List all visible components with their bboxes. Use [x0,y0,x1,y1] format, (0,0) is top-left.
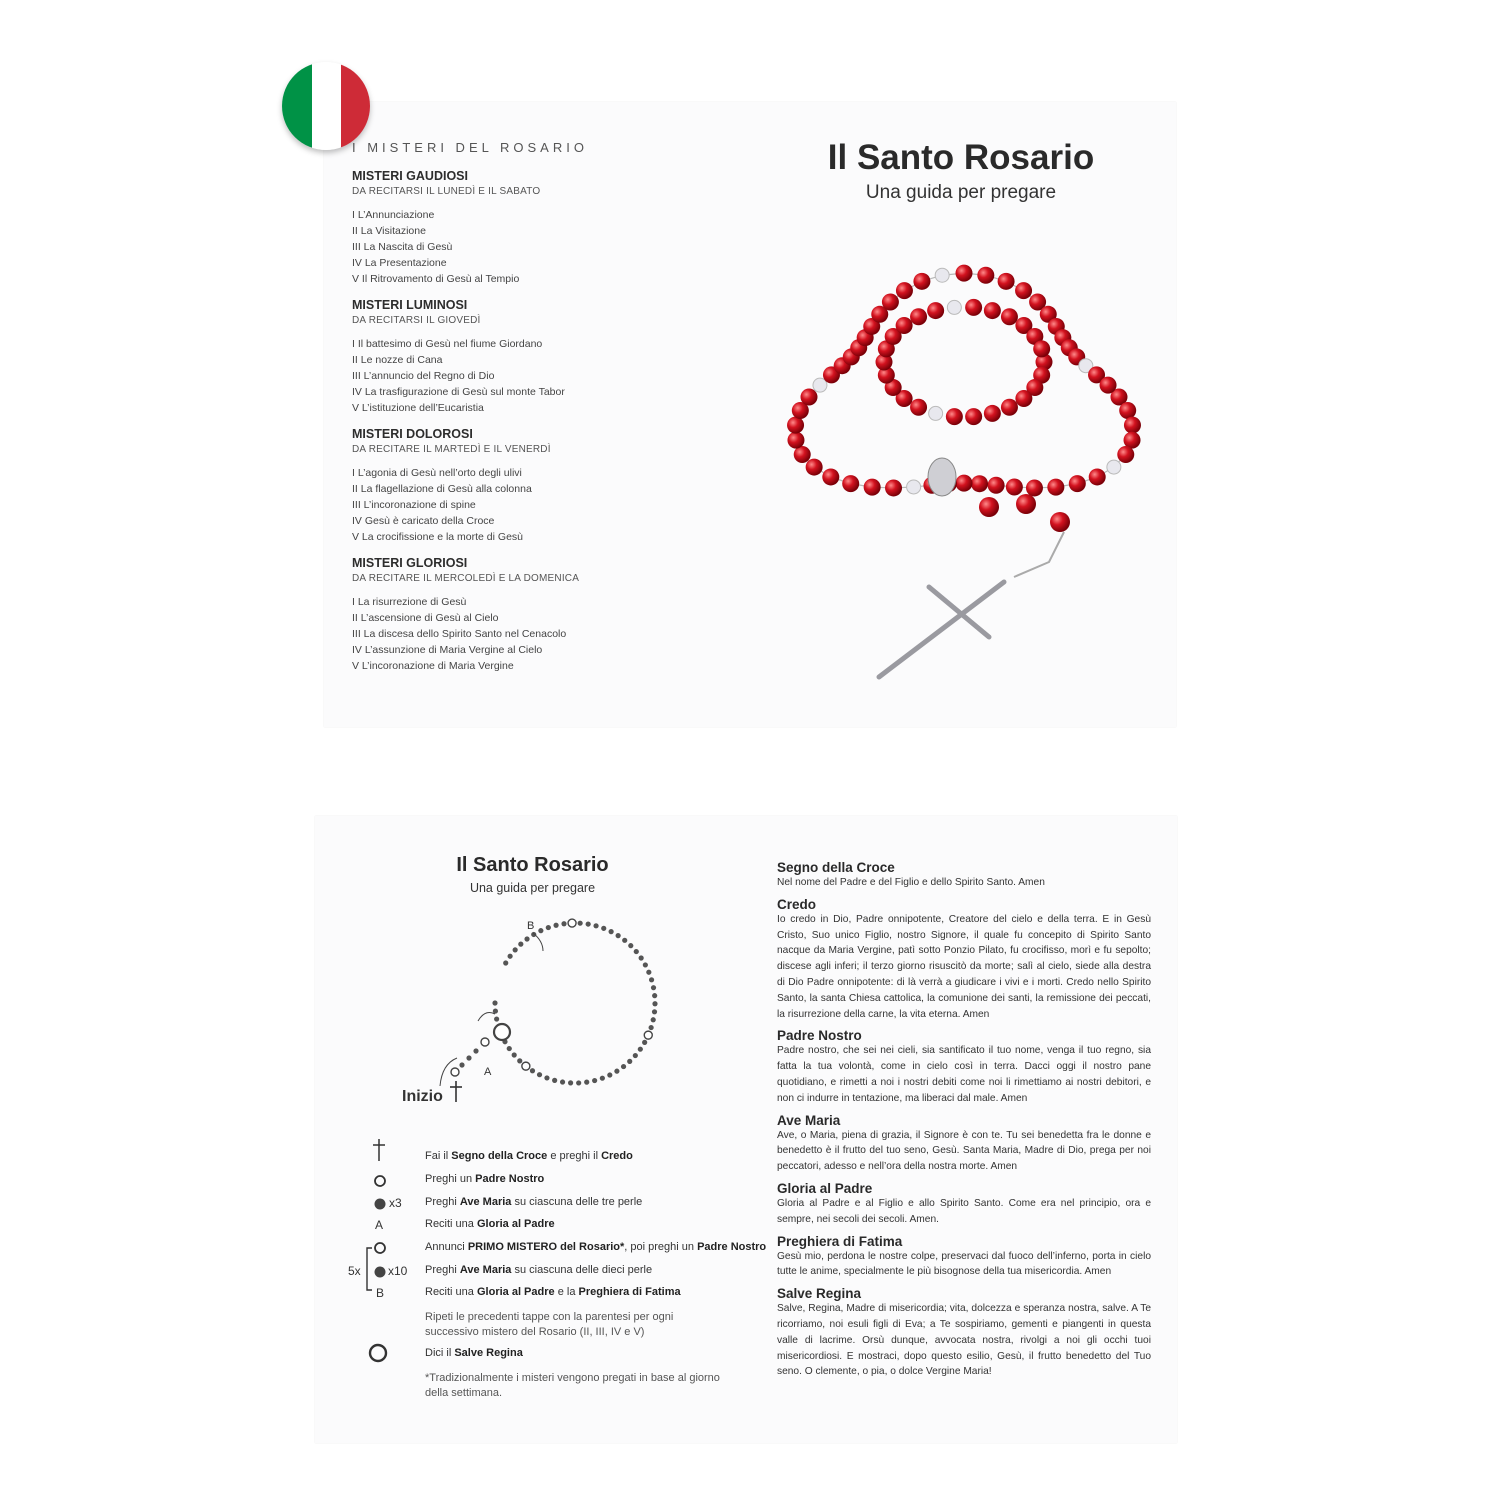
filled-bead [466,1055,471,1060]
filled-bead [639,955,644,960]
step-gloria-a: Reciti una Gloria al Padre [425,1218,555,1230]
filled-bead [651,985,656,990]
filled-bead [507,1046,512,1051]
red-bead [956,265,973,282]
filled-bead [494,1016,499,1021]
mystery-item: I Il battesimo di Gesù nel fiume Giordano [352,338,543,350]
step-gloria-fatima: Reciti una Gloria al Padre e la Preghiera di Fatima [425,1286,681,1298]
open-bead [451,1068,459,1076]
mystery-item: V Il Ritrovamento di Gesù al Tempio [352,273,520,285]
open-bead [522,1062,530,1070]
filled-bead [651,1017,656,1022]
guide-subtitle: Una guida per pregare [469,881,596,895]
red-bead [1026,479,1043,496]
rosary-chain [796,273,1133,488]
diagram-label-b: B [527,920,535,932]
mystery-item: I La risurrezione di Gesù [352,596,467,608]
filled-bead [649,1025,654,1030]
filled-bead [642,1040,647,1045]
step-sign-of-cross: Fai il Segno della Croce e preghi il Credo [425,1150,633,1162]
red-bead [1016,494,1036,514]
filled-bead [518,942,523,947]
booklet-cover-spread [324,102,1176,727]
red-bead [1033,340,1050,357]
red-bead [1001,308,1018,325]
mystery-item: II L’ascensione di Gesù al Cielo [352,612,499,624]
red-bead [965,299,982,316]
red-bead [896,317,913,334]
mystery-group-title: MISTERI GAUDIOSI [352,169,468,183]
mystery-group-days: DA RECITARE IL MERCOLEDÌ E LA DOMENICA [352,573,580,584]
filled-bead [576,1080,581,1085]
prayer-title: Credo [777,896,817,912]
filled-bead [614,1069,619,1074]
filled-bead [508,954,513,959]
repeat-note: Ripeti le precedenti tappe con la parentesi per ogni successivo mistero del Rosario (II, III, IV e V) [425,1311,674,1338]
medal-icon [928,458,956,496]
filled-bead [546,925,551,930]
center-medal-bead [494,1024,510,1040]
prayer-title: Segno della Croce [777,860,895,875]
mysteries-list [352,140,652,685]
open-bead [568,919,576,927]
mystery-item: II La Visitazione [352,225,426,237]
large-bead-icon [367,1342,389,1364]
mystery-item: V La crocifissione e la morte di Gesù [352,531,523,543]
mystery-group [352,169,652,287]
open-bead-icon [373,1174,387,1188]
filled-bead [530,1068,535,1073]
red-bead [896,282,913,299]
red-bead [1124,417,1141,434]
cover-title: Il Santo Rosario [827,138,1095,177]
cross-icon [371,1138,387,1162]
mystery-item: II Le nozze di Cana [352,354,443,366]
red-bead [1089,468,1106,485]
red-bead [1015,390,1032,407]
red-bead [1117,446,1134,463]
open-bead [644,1031,652,1039]
mystery-item: IV L’assunzione di Maria Vergine al Cielo [352,644,543,656]
red-bead [1050,512,1070,532]
red-bead [822,468,839,485]
filled-bead [553,923,558,928]
filled-bead [492,1000,497,1005]
mystery-item: I L’agonia di Gesù nell’orto degli ulivi [352,467,522,479]
filled-bead [584,1080,589,1085]
diagram-label-a: A [484,1066,492,1078]
mystery-group-days: DA RECITARSI IL LUNEDÌ E IL SABATO [352,186,541,197]
prayer-text: Io credo in Dio, Padre onnipotente, Creatore del cielo e della terra. E in Gesù Cristo, Suo unico Figlio, nostro Signore, il quale fu concepito di Spirito Santo nacque da Maria Vergine, patì sotto Ponzio Pilato, fu crocifisso, morì e fu sepolto; discese agli inferi; il terzo giorno risuscitò da morte; salì al cielo, siede alla destra di Dio Padre onnipotente: di là verrà a giudicare i vivi e i morti. Credo nello Spirito Santo, la santa Chiesa cattolica, la comunione dei santi, la remissione dei peccati, la risurrezione della carne, la vita eterna. Amen [777,913,1151,1020]
filled-bead [643,962,648,967]
bead-count: x10 [388,1264,408,1278]
filled-bead [593,923,598,928]
red-bead [787,432,804,449]
filled-bead [531,932,536,937]
red-bead [988,477,1005,494]
mystery-group-days: DA RECITARE IL MARTEDÌ E IL VENERDÌ [352,444,551,455]
footnote: *Tradizionalmente i misteri vengono pregati in base al giorno della settimana. [425,1372,720,1399]
filled-bead [560,1079,565,1084]
filled-bead [609,929,614,934]
filled-bead [633,1053,638,1058]
repeat-count: 5x [348,1264,361,1278]
filled-bead [638,1047,643,1052]
red-bead [910,308,927,325]
clear-bead [1107,460,1121,474]
red-bead [1100,377,1117,394]
clear-bead [935,268,949,282]
filled-bead [652,1009,657,1014]
rosary-diagram [385,911,685,1121]
mystery-group-title: MISTERI DOLOROSI [352,427,473,441]
mystery-item: IV Gesù è caricato della Croce [352,515,495,527]
red-bead [927,302,944,319]
step-salve-regina: Dici il Salve Regina [425,1347,523,1359]
cross-icon [450,1081,462,1102]
filled-bead [561,921,566,926]
mystery-item: V L’istituzione dell’Eucaristia [352,402,484,414]
prayer-text: Nel nome del Padre e del Figlio e dello Spirito Santo. Amen [777,877,1045,888]
filled-bead [600,1076,605,1081]
red-bead [971,475,988,492]
mystery-item: III L’annuncio del Regno di Dio [352,370,495,382]
filled-bead [628,943,633,948]
filled-bead [473,1048,478,1053]
prayers-column [777,854,1151,1380]
red-bead [956,475,973,492]
red-bead [1047,479,1064,496]
red-bead [984,405,1001,422]
clear-bead [929,406,943,420]
filled-bead [592,1078,597,1083]
clear-bead [907,480,921,494]
red-bead [885,479,902,496]
prayer-title: Salve Regina [777,1286,862,1302]
filled-bead [512,1052,517,1057]
red-bead [1015,282,1032,299]
filled-bead [627,1059,632,1064]
red-bead [910,399,927,416]
mystery-group-title: MISTERI GLORIOSI [352,556,468,570]
red-bead [998,273,1015,290]
red-bead [882,294,899,311]
prayer-text: Padre nostro, che sei nei cieli, sia santificato il tuo nome, venga il tuo regno, sia fatta la tua volontà, come in cielo così in terra. Dacci oggi il nostro pane quotidiano, e rimetti a noi i nostri debiti come noi li rimettiamo ai nostri debitori, e non ci indurre in tentazione, ma liberaci dal male. Amen [777,1045,1151,1104]
prayer-title: Preghiera di Fatima [777,1233,903,1249]
red-bead [913,273,930,290]
mystery-group [352,298,652,416]
filled-bead [503,960,508,965]
prayer-text: Ave, o Maria, piena di grazia, il Signore è con te. Tu sei benedetta fra le donne e benedetto è il frutto del tuo seno, Gesù. Santa Maria, Madre di Dio, prega per noi peccatori, adesso e nell’ora della nostra morte. Amen [777,1129,1151,1173]
filled-bead [607,1072,612,1077]
mystery-item: V L’incoronazione di Maria Vergine [352,660,514,672]
filled-bead [552,1078,557,1083]
prayer-text: Gesù mio, perdona le nostre colpe, preservaci dal fuoco dell’inferno, porta in cielo tutte le anime, specialmente le più bisognose della tua misericordia. Amen [777,1250,1151,1278]
marker-b: B [376,1286,385,1300]
crucifix-icon [879,582,1004,677]
pointer-line [478,1013,495,1021]
filled-bead [568,1080,573,1085]
mystery-item: III La discesa dello Spirito Santo nel Cenacolo [352,628,567,640]
filled-bead [649,977,654,982]
filled-bead [513,947,518,952]
filled-bead-icon [373,1265,387,1279]
red-bead [864,479,881,496]
step-three-ave-maria: Preghi Ave Maria su ciascuna delle tre perle [425,1196,643,1208]
step-padre-nostro: Preghi un Padre Nostro [425,1173,545,1185]
mystery-group [352,427,652,545]
cover-subtitle: Una guida per pregare [865,182,1057,203]
red-bead [842,475,859,492]
red-bead [946,408,963,425]
red-bead [1006,478,1023,495]
filled-bead [517,1058,522,1063]
bead-count: x3 [389,1196,402,1210]
filled-bead [634,949,639,954]
filled-bead [544,1075,549,1080]
filled-bead [459,1062,464,1067]
prayer-text: Salve, Regina, Madre di misericordia; vita, dolcezza e speranza nostra, salve. A Te ricorriamo, noi esuli figli di Eva; a Te sospiriamo, gementi e piangenti in questa valle di lacrime. Orsù dunque, avvocata nostra, rivolgi a noi gli occhi tuoi misericordiosi. E mostraci, dopo questo esilio, Gesù, il frutto benedetto del Tuo seno. O clemente, o pia, o dolce Vergine Maria! [777,1303,1151,1378]
open-bead [481,1038,489,1046]
red-bead [977,267,994,284]
prayer-text: Gloria al Padre e al Figlio e allo Spirito Santo. Come era nel principio, ora e sempre, nei secoli dei secoli. Amen. [777,1197,1151,1225]
open-bead-icon [373,1241,387,1255]
step-ten-ave-maria: Preghi Ave Maria su ciascuna delle dieci perle [425,1264,653,1276]
filled-bead [616,933,621,938]
filled-bead [621,1064,626,1069]
mystery-item: IV La Presentazione [352,257,447,269]
red-bead [787,417,804,434]
clear-bead [813,378,827,392]
red-bead [801,389,818,406]
red-bead [806,459,823,476]
filled-bead [646,970,651,975]
filled-bead [652,1001,657,1006]
red-bead [1001,399,1018,416]
marker-a: A [375,1218,384,1232]
mysteries-heading: I MISTERI DEL ROSARIO [352,140,588,155]
prayer-title: Gloria al Padre [777,1180,873,1196]
red-bead [1069,475,1086,492]
mystery-item: III L’incoronazione di spine [352,499,476,511]
guide-title: Il Santo Rosario [456,854,609,876]
step-announce-mystery: Annunci PRIMO MISTERO del Rosario*, poi preghi un Padre Nostro [425,1241,767,1253]
filled-bead [537,1072,542,1077]
mystery-item: III La Nascita di Gesù [352,241,453,253]
rosary-photo [764,242,1154,692]
prayer-title: Padre Nostro [777,1028,862,1044]
mystery-group [352,556,652,674]
mystery-item: II La flagellazione di Gesù alla colonna [352,483,532,495]
rosary-chain [1014,532,1064,577]
red-bead [965,408,982,425]
filled-bead [524,936,529,941]
red-bead [984,302,1001,319]
filled-bead [578,921,583,926]
mystery-group-title: MISTERI LUMINOSI [352,298,468,312]
booklet-inner-spread [315,816,1177,1443]
mystery-item: I L’Annunciazione [352,209,435,221]
diagram-start-label: Inizio [402,1088,443,1105]
filled-bead [538,928,543,933]
clear-bead [947,300,961,314]
red-bead [1119,402,1136,419]
filled-bead [622,938,627,943]
red-bead [979,497,999,517]
mystery-group-days: DA RECITARSI IL GIOVEDÌ [352,315,481,326]
italy-flag-icon [282,62,370,150]
filled-bead [601,926,606,931]
filled-bead [586,921,591,926]
filled-bead-icon [373,1197,387,1211]
mystery-item: IV La trasfigurazione di Gesù sul monte Tabor [352,386,565,398]
prayer-title: Ave Maria [777,1112,841,1128]
filled-bead [652,993,657,998]
